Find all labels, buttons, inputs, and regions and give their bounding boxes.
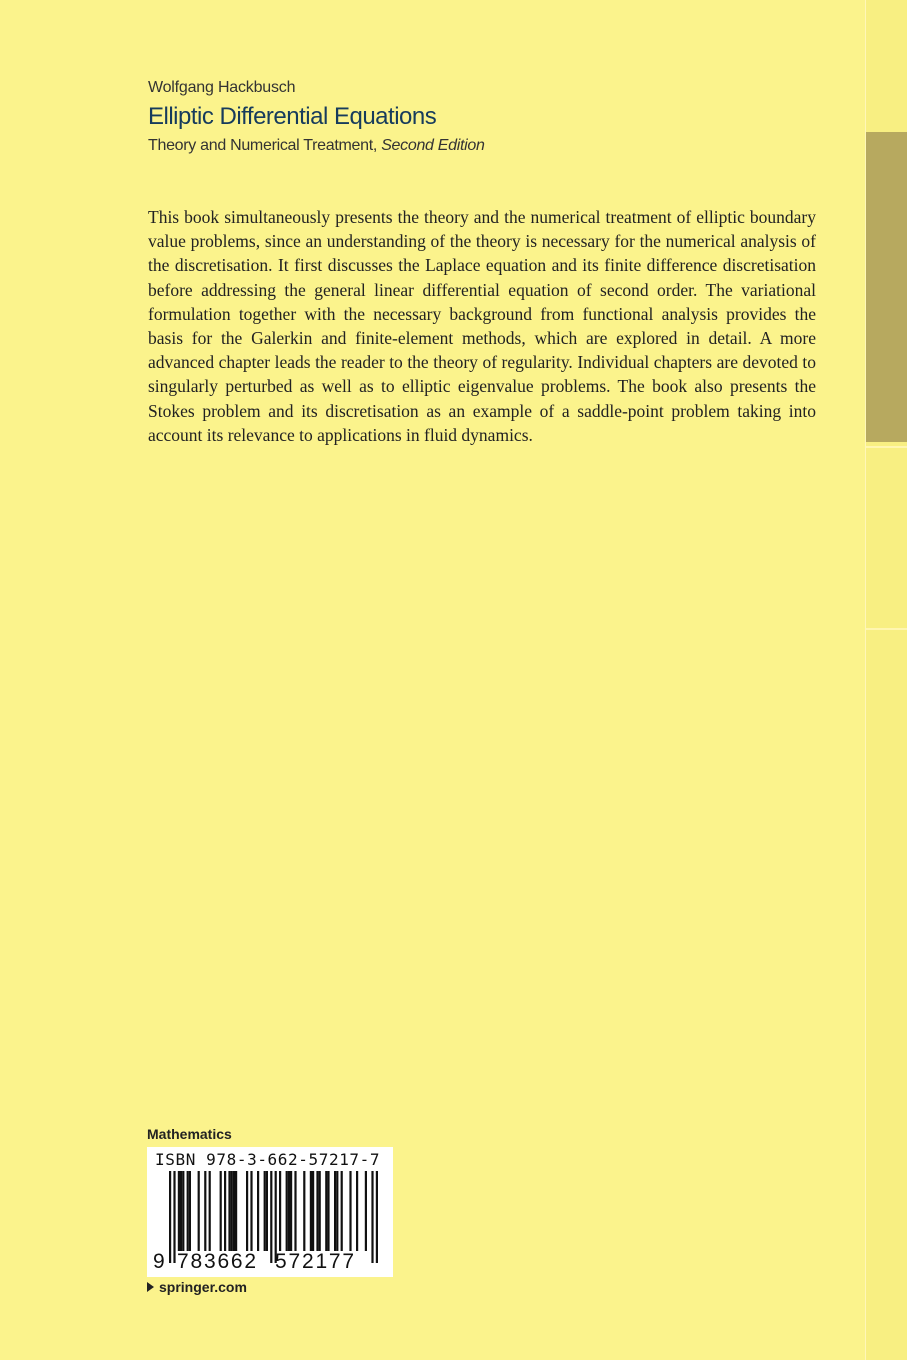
barcode-bar [264, 1171, 266, 1251]
book-description: This book simultaneously presents the theory and the numerical treatment of elliptic boundary value problems, since an understanding of the theory is necessary for the numerical analysis of the discretisation. It first discusses the Laplace equation and its finite difference discretisation before addressing the general linear differential equation of second order. The variational formulation together with the necessary background from functional analysis provides the basis for the Galerkin and finite-element methods, which are explored in detail. A more advanced chapter leads the reader to the theory of regularity. Individual chapters are devoted to singularly perturbed as well as to elliptic eigenvalue problems. The book also presents the Stokes problem and its discretisation as an example of a saddle-point problem taking into account its relevance to applications in fluid dynamics. [148, 207, 816, 445]
ean-left-group: 783662 [177, 1250, 258, 1273]
barcode-bar [334, 1171, 336, 1251]
isbn-barcode [147, 1147, 393, 1277]
barcode-bar [336, 1171, 338, 1251]
barcode-bar [231, 1171, 233, 1251]
arrow-right-icon [147, 1282, 154, 1292]
ean-first-digit: 9 [153, 1250, 165, 1273]
website-text: springer.com [159, 1279, 247, 1295]
barcode-bar [180, 1171, 182, 1251]
barcode-bar [204, 1171, 206, 1251]
barcode-bar [235, 1171, 237, 1251]
spine-color-block [866, 132, 907, 442]
barcode-bar [279, 1171, 281, 1251]
barcode-bar [288, 1171, 290, 1251]
spine-divider [866, 446, 907, 448]
barcode-bar [310, 1171, 312, 1251]
barcode-bar [220, 1171, 222, 1251]
barcode-bar [266, 1171, 268, 1251]
barcode-bar [316, 1171, 318, 1251]
barcode-bar [246, 1171, 248, 1251]
barcode-bar [187, 1171, 189, 1251]
book-title: Elliptic Differential Equations [148, 103, 437, 130]
barcode-bar [228, 1171, 230, 1251]
edition-text: Second Edition [381, 137, 485, 154]
barcode-bar [319, 1171, 321, 1251]
publisher-website[interactable] [147, 1279, 247, 1295]
barcode-bar [327, 1171, 329, 1251]
barcode-bar [325, 1171, 327, 1251]
isbn-label: ISBN 978-3-662-57217-7 [155, 1150, 381, 1169]
barcode-bar [250, 1171, 252, 1251]
barcode-bar [224, 1171, 226, 1251]
subtitle-text: Theory and Numerical Treatment, [148, 137, 378, 154]
barcode-bar [312, 1171, 314, 1251]
barcode-bar [365, 1171, 367, 1251]
spine-divider [866, 628, 907, 630]
barcode-bar [233, 1171, 235, 1251]
barcode-bar [303, 1171, 305, 1251]
ean-digits [147, 1250, 393, 1276]
barcode-bar [294, 1171, 296, 1251]
ean-right-group: 572177 [275, 1250, 356, 1273]
barcode-bar [341, 1171, 343, 1251]
subject-category: Mathematics [147, 1126, 232, 1142]
barcode-bar [198, 1171, 200, 1251]
barcode-bar [189, 1171, 191, 1251]
barcode-bar [286, 1171, 288, 1251]
barcode-bar [257, 1171, 259, 1251]
barcode-bar [349, 1171, 351, 1251]
barcode-bar [209, 1171, 211, 1251]
barcode-bar [290, 1171, 292, 1251]
barcode-bar [178, 1171, 180, 1251]
author-name: Wolfgang Hackbusch [148, 79, 296, 96]
book-subtitle [148, 137, 485, 155]
barcode-bar [356, 1171, 358, 1251]
barcode-bar [182, 1171, 184, 1251]
